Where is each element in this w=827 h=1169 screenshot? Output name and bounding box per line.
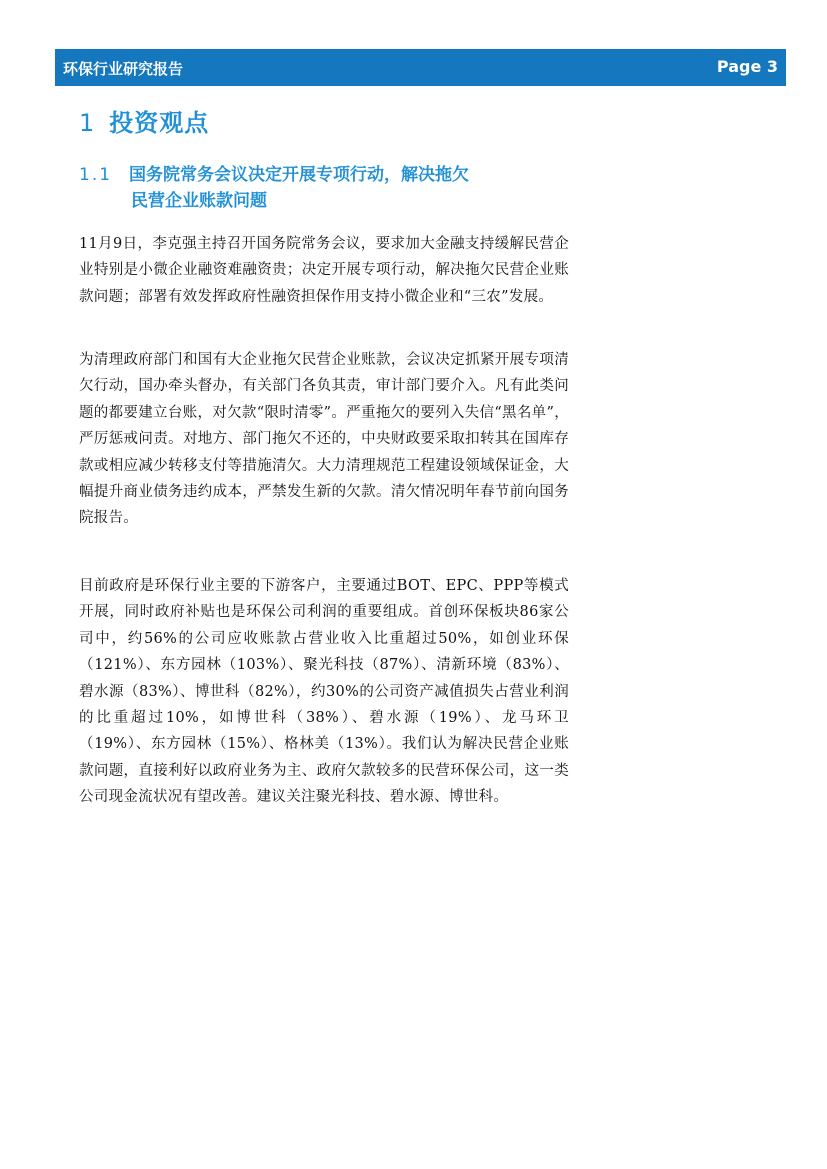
subsection-number: 1.1 <box>79 165 113 185</box>
body-paragraph: 目前政府是环保行业主要的下游客户，主要通过BOT、EPC、PPP等模式开展，同时政府补贴也是环保公司利润的重要组成。首创环保板块86家公司中，约56%的公司应收账款占营业收入比重超过50%，如创业环保（121%）、东方园林（103%）、聚光科技（87%）、清新环境（83%）、碧水源（83%）、博世科（82%），约30%的公司资产减值损失占营业利润的比重超过10%，如博世科（38%）、碧水源（19%）、龙马环卫（19%）、东方园林（15%）、格林美（13%）。我们认为解决民营企业账款问题，直接利好以政府业务为主、政府欠款较多的民营环保公司，这一类公司现金流状况有望改善。建议关注聚光科技、碧水源、博世科。 <box>79 578 569 806</box>
report-title: 环保行业研究报告 <box>63 60 184 78</box>
page-number: Page 3 <box>716 57 778 76</box>
section-number: 1 <box>79 109 96 137</box>
section-title: 投资观点 <box>109 109 210 137</box>
body-paragraph: 11月9日，李克强主持召开国务院常务会议，要求加大金融支持缓解民营企业特别是小微企业融资难融资贵；决定开展专项行动，解决拖欠民营企业账款问题；部署有效发挥政府性融资担保作用支持小微企业和“三农”发展。 <box>79 236 569 305</box>
body-paragraph: 为清理政府部门和国有大企业拖欠民营企业账款，会议决定抓紧开展专项清欠行动，国办牵头督办，有关部门各负其责，审计部门要介入。凡有此类问题的都要建立台账，对欠款“限时清零”。严重拖欠的要列入失信“黑名单”，严厉惩戒问责。对地方、部门拖欠不还的，中央财政要采取扣转其在国库存款或相应减少转移支付等措施清欠。大力清理规范工程建设领域保证金，大幅提升商业债务违约成本，严禁发生新的欠款。清欠情况明年春节前向国务院报告。 <box>79 352 569 527</box>
subsection-title-line1: 国务院常务会议决定开展专项行动，解决拖欠 <box>129 165 469 185</box>
section-heading <box>79 103 209 138</box>
report-header-bar <box>55 49 786 86</box>
subsection-title-line2: 民营企业账款问题 <box>131 191 267 211</box>
subsection-heading <box>79 162 559 214</box>
